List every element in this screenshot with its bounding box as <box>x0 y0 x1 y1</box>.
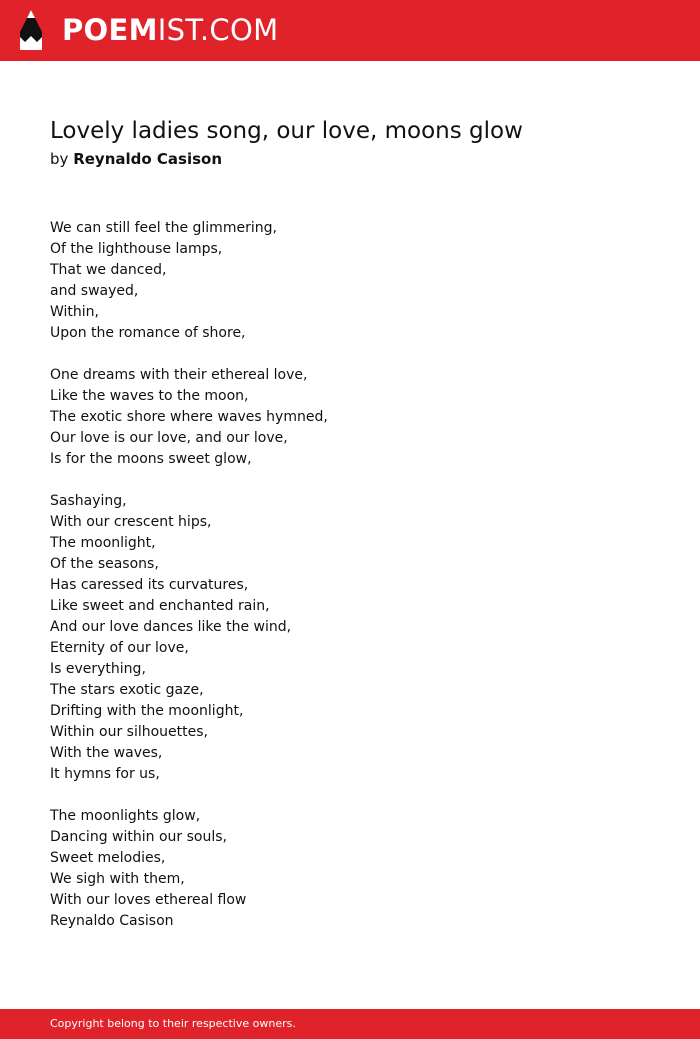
author-name: Reynaldo Casison <box>73 150 223 168</box>
site-logo[interactable] <box>62 12 278 48</box>
poem-line: The stars exotic gaze, <box>50 682 204 698</box>
stanza <box>50 806 650 932</box>
poem-line: Of the seasons, <box>50 556 159 572</box>
poem-line: Within, <box>50 304 99 320</box>
poem-line: Within our silhouettes, <box>50 724 208 740</box>
stanza <box>50 365 650 470</box>
site-footer <box>0 1009 700 1039</box>
poem-line: And our love dances like the wind, <box>50 619 292 635</box>
poem-line: Eternity of our love, <box>50 640 189 656</box>
poem-line: Sweet melodies, <box>50 850 166 866</box>
byline <box>50 148 222 170</box>
poem-line: We sigh with them, <box>50 871 185 887</box>
poem-line: Is everything, <box>50 661 146 677</box>
poem-line: Of the lighthouse lamps, <box>50 241 223 257</box>
stanza <box>50 491 650 785</box>
poem-line: Our love is our love, and our love, <box>50 430 288 446</box>
site-header <box>0 0 700 61</box>
poem-body <box>50 218 650 953</box>
poem-line: Drifting with the moonlight, <box>50 703 244 719</box>
logo-bold-text: POEM <box>62 13 158 47</box>
pencil-tip-icon[interactable] <box>17 9 45 52</box>
poem-line: It hymns for us, <box>50 766 160 782</box>
poem-line: Is for the moons sweet glow, <box>50 451 252 467</box>
logo-light-text: IST.COM <box>157 13 279 47</box>
poem-line: Dancing within our souls, <box>50 829 227 845</box>
poem-line: Sashaying, <box>50 493 127 509</box>
poem-line: With our loves ethereal flow <box>50 892 247 908</box>
poem-line: With our crescent hips, <box>50 514 212 530</box>
poem-line: Has caressed its curvatures, <box>50 577 249 593</box>
by-label: by <box>50 150 69 168</box>
copyright-text: Copyright belong to their respective owners. <box>50 1017 296 1030</box>
poem-line: The exotic shore where waves hymned, <box>50 409 328 425</box>
poem-line: That we danced, <box>50 262 167 278</box>
poem-line: One dreams with their ethereal love, <box>50 367 308 383</box>
stanza <box>50 218 650 344</box>
poem-line: The moonlights glow, <box>50 808 201 824</box>
poem-line: Like the waves to the moon, <box>50 388 249 404</box>
poem-line: The moonlight, <box>50 535 156 551</box>
poem-line: Upon the romance of shore, <box>50 325 246 341</box>
poem-title: Lovely ladies song, our love, moons glow <box>50 118 523 144</box>
poem-line: With the waves, <box>50 745 163 761</box>
poem-line: and swayed, <box>50 283 139 299</box>
poem-line: We can still feel the glimmering, <box>50 220 277 236</box>
poem-line: Reynaldo Casison <box>50 913 174 929</box>
poem-line: Like sweet and enchanted rain, <box>50 598 270 614</box>
